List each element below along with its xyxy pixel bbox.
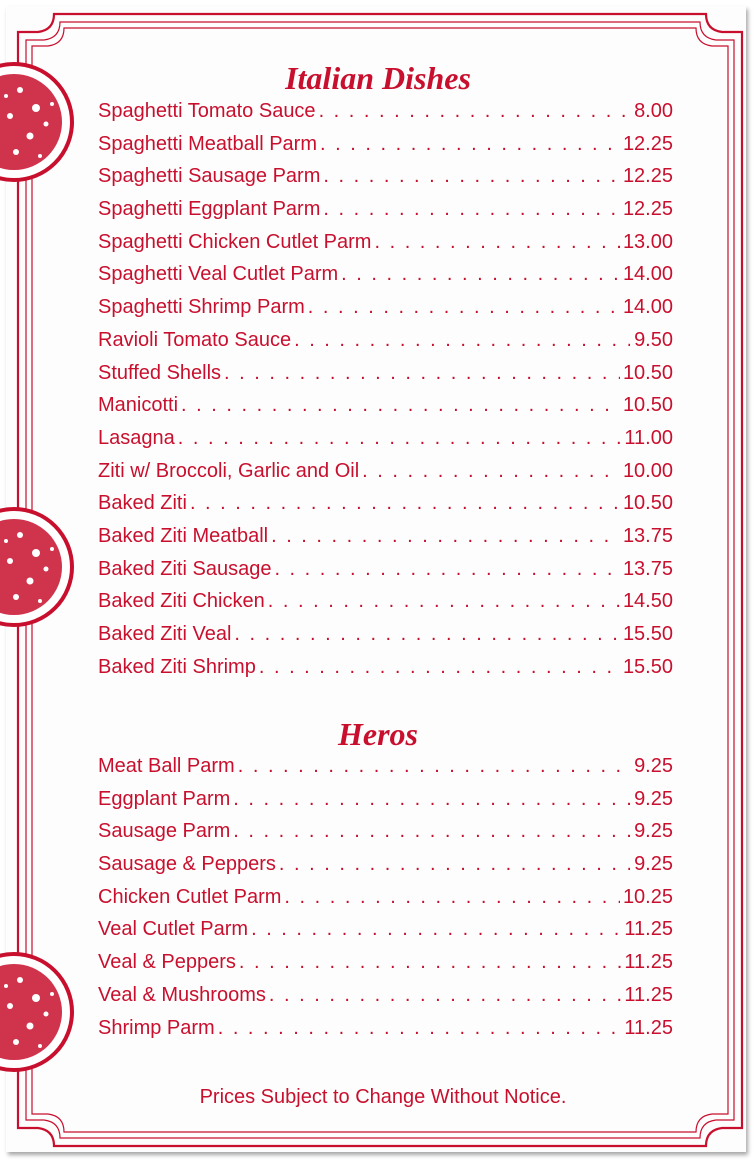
menu-item-name: Manicotti: [98, 394, 179, 417]
menu-item-price: 13.75: [622, 557, 673, 580]
menu-item: [98, 1017, 673, 1050]
menu-item-name: Meat Ball Parm: [98, 755, 235, 777]
section-title-italian-dishes: Italian Dishes: [285, 60, 471, 96]
dot-leader: [323, 198, 620, 221]
menu-item: [98, 525, 673, 558]
menu-item-price: 9.25: [634, 853, 673, 876]
menu-item-price: 9.25: [634, 755, 673, 777]
menu-item-name: Baked Ziti: [98, 492, 187, 515]
pizza-illustration-middle: [0, 505, 76, 629]
menu-item-price: 13.00: [622, 230, 673, 253]
menu-item: [98, 656, 673, 689]
dot-leader: [234, 623, 620, 646]
menu-item-price: 9.25: [634, 820, 673, 843]
dot-leader: [323, 165, 620, 188]
menu-item-name: Sausage Parm: [98, 820, 231, 843]
menu-item-price: 12.25: [622, 132, 673, 155]
dot-leader: [178, 427, 622, 450]
menu-item: [98, 623, 673, 656]
menu-item: [98, 427, 673, 460]
menu-item: [98, 329, 673, 362]
dot-leader: [181, 394, 620, 417]
dot-leader: [320, 133, 620, 156]
menu-item-name: Spaghetti Shrimp Parm: [98, 296, 305, 319]
menu-item: [98, 296, 673, 329]
dot-leader: [271, 525, 620, 548]
menu-item-name: Veal & Peppers: [98, 951, 236, 974]
dot-leader: [238, 755, 630, 778]
dot-leader: [259, 656, 620, 679]
dot-leader: [224, 362, 620, 385]
dot-leader: [274, 558, 620, 581]
menu-item-name: Spaghetti Tomato Sauce: [98, 100, 316, 122]
heros-list: [98, 755, 673, 1049]
dot-leader: [269, 984, 622, 1007]
menu-item: [98, 984, 673, 1017]
menu-item: [98, 853, 673, 886]
menu-item: [98, 460, 673, 493]
menu-item-price: 15.50: [622, 655, 673, 678]
menu-item-price: 12.25: [622, 165, 673, 188]
section-title-heros: Heros: [338, 716, 418, 752]
menu-item-name: Spaghetti Meatball Parm: [98, 132, 318, 155]
dot-leader: [279, 853, 630, 876]
dot-leader: [374, 231, 619, 254]
menu-item: [98, 755, 673, 788]
menu-item-name: Veal & Mushrooms: [98, 983, 266, 1006]
menu-item: [98, 590, 673, 623]
dot-leader: [233, 820, 630, 843]
dot-leader: [362, 460, 620, 483]
menu-item: [98, 362, 673, 395]
menu-item-price: 14.00: [622, 296, 673, 319]
menu-item-price: 14.50: [622, 590, 673, 613]
menu-item-name: Ziti w/ Broccoli, Garlic and Oil: [98, 459, 360, 482]
menu-item-name: Veal Cutlet Parm: [98, 918, 249, 941]
menu-item-price: 8.00: [634, 100, 673, 122]
menu-item-name: Baked Ziti Shrimp: [98, 655, 256, 678]
menu-item-name: Spaghetti Sausage Parm: [98, 165, 321, 188]
menu-item: [98, 788, 673, 821]
menu-item-price: 11.00: [624, 426, 673, 449]
italian-dishes-list: [98, 100, 673, 688]
menu-item-price: 9.25: [634, 787, 673, 810]
menu-item-price: 13.75: [622, 524, 673, 547]
menu-item-price: 10.25: [622, 885, 673, 908]
dot-leader: [251, 918, 621, 941]
menu-item-name: Shrimp Parm: [98, 1016, 215, 1039]
menu-item: [98, 558, 673, 591]
dot-leader: [308, 296, 620, 319]
menu-item-price: 11.25: [624, 918, 673, 941]
menu-item-price: 10.00: [622, 459, 673, 482]
menu-item-price: 9.50: [634, 328, 673, 351]
menu-item-name: Eggplant Parm: [98, 787, 231, 810]
menu-item-price: 14.00: [622, 263, 673, 286]
menu-item-name: Sausage & Peppers: [98, 853, 276, 876]
menu-item-name: Spaghetti Veal Cutlet Parm: [98, 263, 339, 286]
menu-item-price: 11.25: [624, 1016, 673, 1039]
menu-item-name: Baked Ziti Meatball: [98, 524, 269, 547]
dot-leader: [239, 951, 622, 974]
menu-item-name: Chicken Cutlet Parm: [98, 885, 282, 908]
dot-leader: [341, 263, 620, 286]
menu-item-price: 10.50: [622, 492, 673, 515]
menu-item: [98, 820, 673, 853]
dot-leader: [284, 886, 620, 909]
pizza-illustration-bottom: [0, 950, 76, 1074]
menu-item: [98, 918, 673, 951]
menu-item: [98, 394, 673, 427]
menu-item-name: Baked Ziti Chicken: [98, 590, 265, 613]
menu-item-price: 15.50: [622, 623, 673, 645]
menu-item: [98, 198, 673, 231]
menu-item-price: 10.50: [622, 394, 673, 417]
dot-leader: [233, 788, 630, 811]
menu-item: [98, 165, 673, 198]
menu-item-name: Ravioli Tomato Sauce: [98, 328, 292, 351]
menu-item-name: Spaghetti Chicken Cutlet Parm: [98, 230, 372, 253]
menu-item-name: Baked Ziti Veal: [98, 623, 232, 645]
menu-item-price: 12.25: [622, 198, 673, 221]
menu-item-price: 11.25: [624, 951, 673, 974]
menu-item: [98, 133, 673, 166]
menu-item: [98, 492, 673, 525]
menu-item: [98, 263, 673, 296]
dot-leader: [218, 1017, 622, 1040]
dot-leader: [294, 329, 630, 352]
menu-item: [98, 951, 673, 984]
dot-leader: [190, 492, 620, 515]
price-disclaimer: Prices Subject to Change Without Notice.: [199, 1086, 567, 1108]
menu-item-price: 10.50: [622, 361, 673, 384]
dot-leader: [268, 590, 620, 613]
menu-item-name: Lasagna: [98, 426, 175, 449]
menu-item: [98, 100, 673, 133]
dot-leader: [319, 100, 630, 123]
menu-item-name: Baked Ziti Sausage: [98, 557, 272, 580]
menu-item: [98, 231, 673, 264]
menu-item-name: Spaghetti Eggplant Parm: [98, 198, 321, 221]
menu-item: [98, 886, 673, 919]
menu-item-price: 11.25: [624, 983, 673, 1006]
menu-item-name: Stuffed Shells: [98, 361, 222, 384]
